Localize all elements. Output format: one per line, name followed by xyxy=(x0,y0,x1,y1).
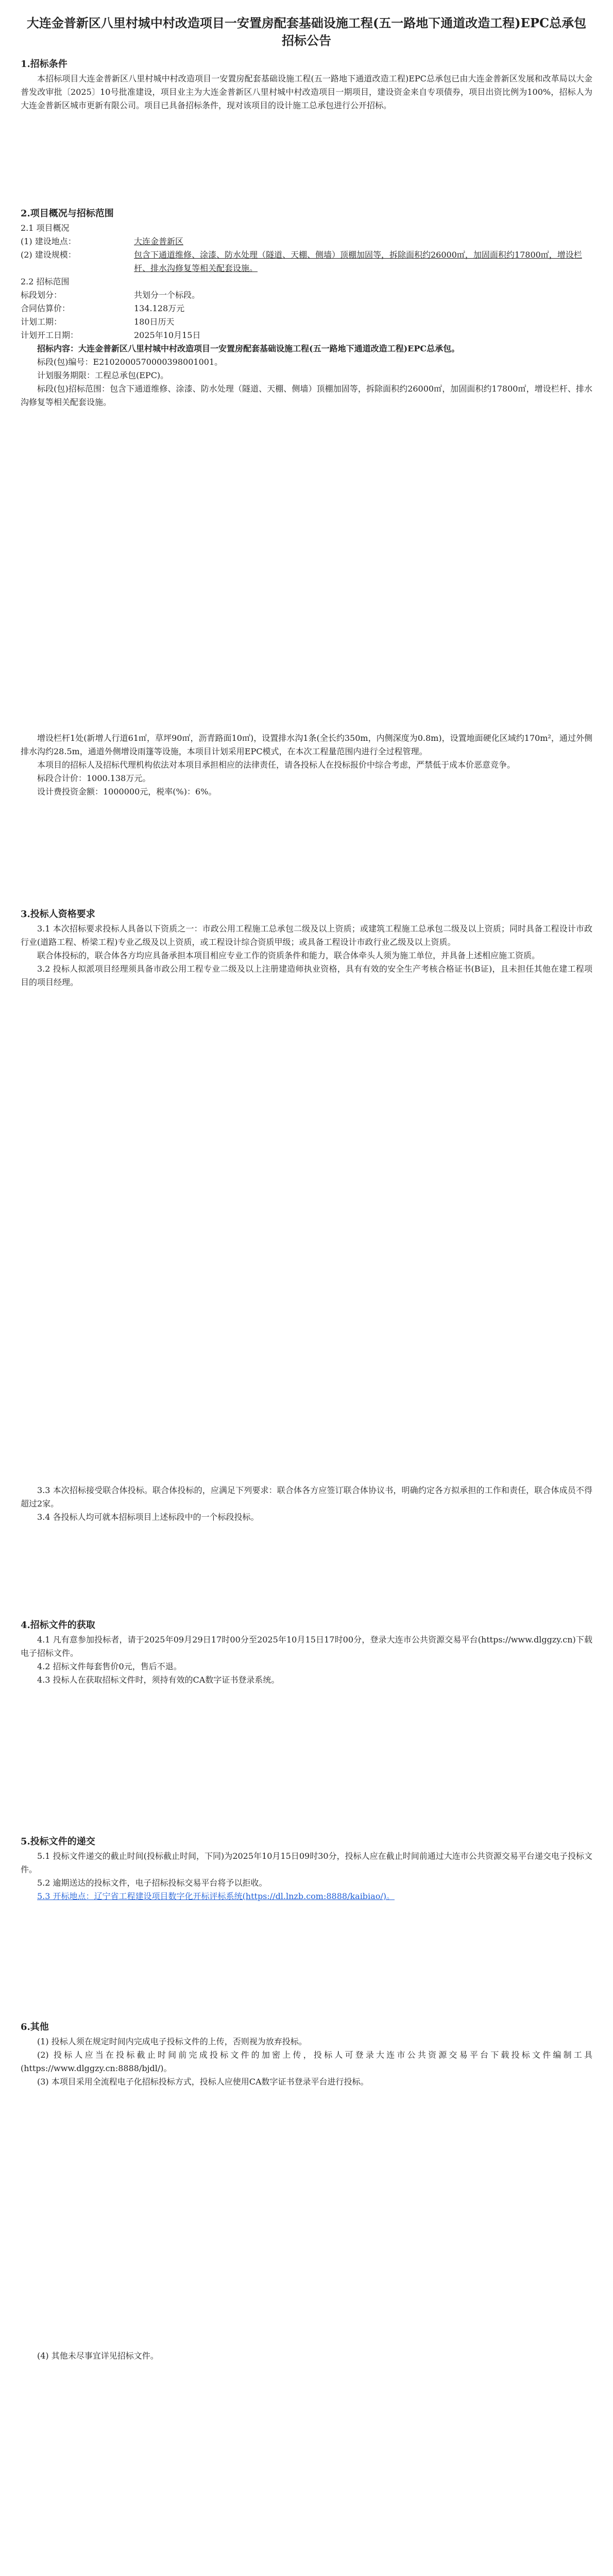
paragraph: (4) 其他未尽事宜详见招标文件。 xyxy=(37,2351,159,2361)
paragraph: 3.4 各投标人均可就本招标项目上述标段中的一个标段投标。 xyxy=(37,1512,259,1522)
info-key: (2) 建设规模： xyxy=(21,250,76,260)
info-key: 2.1 项目概况 xyxy=(21,223,70,233)
info-row xyxy=(21,302,592,315)
section-obtain-documents xyxy=(21,1618,592,1687)
section-heading: 5.投标文件的递交 xyxy=(21,1836,95,1847)
info-key: 标段划分： xyxy=(21,290,62,300)
paragraph: 标段合计价：1000.138万元。 xyxy=(37,773,151,783)
info-value: 包含下通道维修、涂漆、防水处理（隧道、天棚、侧墙）顶棚加固等，拆除面积约26000㎡，加固面积约17800㎡，增设栏杆、排水沟修复等相关配套设施。 xyxy=(134,250,582,273)
paragraph: 联合体投标的，联合体各方均应具备承担本项目相应专业工作的资质条件和能力，联合体牵头人须为施工单位，并具备上述相应施工资质。 xyxy=(37,951,540,960)
paragraph: 4.1 凡有意参加投标者，请于2025年09月29日17时00分至2025年10月15日17时00分，登录大连市公共资源交易平台(https://www.dlggzy.cn)下载电子招标文件。 xyxy=(21,1635,592,1658)
paragraph: (3) 本项目采用全流程电子化招标投标方式，投标人应使用CA数字证书登录平台进行投标。 xyxy=(37,2077,369,2087)
paragraph: 3.1 本次招标要求投标人具备以下资质之一：市政公用工程施工总承包二级及以上资质；或建筑工程施工总承包二级及以上资质；同时具备工程设计市政行业(道路工程、桥梁工程)专业乙级及以上资质，或工程设计综合资质甲级；或具备工程设计市政行业乙级及以上资质。 xyxy=(21,924,592,947)
section-other-cont xyxy=(21,2349,592,2363)
opening-system-link[interactable]: 5.3 开标地点：辽宁省工程建设项目数字化开标评标系统(https://dl.lnzb.com:8888/kaibiao/)。 xyxy=(37,1891,395,1901)
paragraph: 标段(包)编号：E2102000570000398001001。 xyxy=(37,357,223,367)
info-value: 大连金普新区 xyxy=(134,236,184,246)
info-key: 2.2 招标范围 xyxy=(21,277,70,286)
section-bidder-qualifications xyxy=(21,907,592,989)
section-tender-conditions xyxy=(21,57,592,112)
section-project-overview xyxy=(21,206,592,409)
info-row xyxy=(21,222,592,235)
info-value: 2025年10月15日 xyxy=(134,330,201,340)
paragraph: 3.3 本次招标接受联合体投标。联合体投标的，应满足下列要求：联合体各方应签订联合体协议书，明确约定各方拟承担的工作和责任，联合体成员不得超过2家。 xyxy=(21,1485,592,1509)
info-key: 计划开工日期： xyxy=(21,330,79,340)
info-row xyxy=(21,329,592,342)
paragraph: (1) 投标人须在规定时间内完成电子投标文件的上传，否则视为放弃投标。 xyxy=(37,2037,307,2046)
paragraph: 3.2 投标人拟派项目经理须具备市政公用工程专业二级及以上注册建造师执业资格，具有有效的安全生产考核合格证书(B证)，且未担任其他在建工程项目的项目经理。 xyxy=(21,964,592,987)
info-key: (1) 建设地点： xyxy=(21,236,76,246)
info-row xyxy=(21,248,592,275)
paragraph: 设计费投资金额：1000000元，税率(%)：6%。 xyxy=(37,787,217,796)
section-heading: 3.投标人资格要求 xyxy=(21,909,95,920)
page-title: 大连金普新区八里村城中村改造项目一安置房配套基础设施工程(五一路地下通道改造工程)EPC总承包招标公告 xyxy=(26,15,587,48)
info-value xyxy=(134,222,592,235)
info-row xyxy=(21,289,592,302)
info-value: 共划分一个标段。 xyxy=(134,290,200,300)
info-row xyxy=(21,315,592,329)
paragraph: 4.2 招标文件每套售价0元，售后不退。 xyxy=(37,1662,182,1671)
info-value xyxy=(134,275,592,289)
section-project-overview-cont xyxy=(21,732,592,799)
info-value: 180日历天 xyxy=(134,317,175,327)
info-value: 134.128万元 xyxy=(134,303,185,313)
section-heading: 1.招标条件 xyxy=(21,59,67,70)
section-submission xyxy=(21,1834,592,1903)
section-heading: 2.项目概况与招标范围 xyxy=(21,208,114,219)
paragraph: 5.1 投标文件递交的截止时间(投标截止时间，下同)为2025年10月15日09时30分，投标人应在截止时间前通过大连市公共资源交易平台递交电子投标文件。 xyxy=(21,1851,592,1874)
paragraph: 标段(包)招标范围：包含下通道维修、涂漆、防水处理（隧道、天棚、侧墙）顶棚加固等，拆除面积约26000㎡，加固面积约17800㎡，增设栏杆、排水沟修复等相关配套设施。 xyxy=(21,384,592,407)
info-row xyxy=(21,235,592,248)
paragraph: 5.2 逾期送达的投标文件，电子招标投标交易平台将予以拒收。 xyxy=(37,1878,267,1888)
paragraph: (2) 投标人应当在投标截止时间前完成投标文件的加密上传，投标人可登录大连市公共资源交易平台下载投标文件编制工具(https://www.dlggzy.cn:8888/bjdl/)。 xyxy=(21,2050,592,2073)
section-heading: 4.招标文件的获取 xyxy=(21,1620,95,1631)
section-bidder-qualifications-cont xyxy=(21,1484,592,1524)
paragraph: 招标内容：大连金普新区八里村城中村改造项目一安置房配套基础设施工程(五一路地下通道改造工程)EPC总承包。 xyxy=(37,344,460,353)
info-key: 计划工期： xyxy=(21,317,62,327)
paragraph: 本项目的招标人及招标代理机构依法对本项目承担相应的法律责任，请各投标人在投标报价中综合考虑，严禁低于成本价恶意竞争。 xyxy=(37,760,516,770)
paragraph: 增设栏杆1处(新增人行道61㎡，草坪90㎡，沥青路面10㎡)，设置排水沟1条(全长约350m，内侧深度为0.8m)，设置地面硬化区域约170m²，通过外侧排水沟约28.5m，通道外侧增设雨篷等设施，本项目计划采用EPC模式，在本次工程量范围内进行全过程管理。 xyxy=(21,733,592,756)
section-heading: 6.其他 xyxy=(21,2022,49,2032)
info-key: 合同估算价： xyxy=(21,303,71,313)
paragraph: 本招标项目大连金普新区八里村城中村改造项目一安置房配套基础设施工程(五一路地下通道改造工程)EPC总承包已由大连金普新区发展和改革局以大金普发改审批〔2025〕10号批准建设，项目业主为大连金普新区八里村城中村改造项目一期项目，建设资金来自专项债券，项目出资比例为100%，招标人为大连金普新区城市更新有限公司。项目已具备招标条件，现对该项目的设计施工总承包进行公开招标。 xyxy=(21,74,592,110)
paragraph: 4.3 投标人在获取招标文件时，须持有效的CA数字证书登录系统。 xyxy=(37,1675,280,1685)
info-row xyxy=(21,275,592,289)
section-other xyxy=(21,2020,592,2089)
paragraph: 计划服务期限：工程总承包(EPC)。 xyxy=(37,370,169,380)
